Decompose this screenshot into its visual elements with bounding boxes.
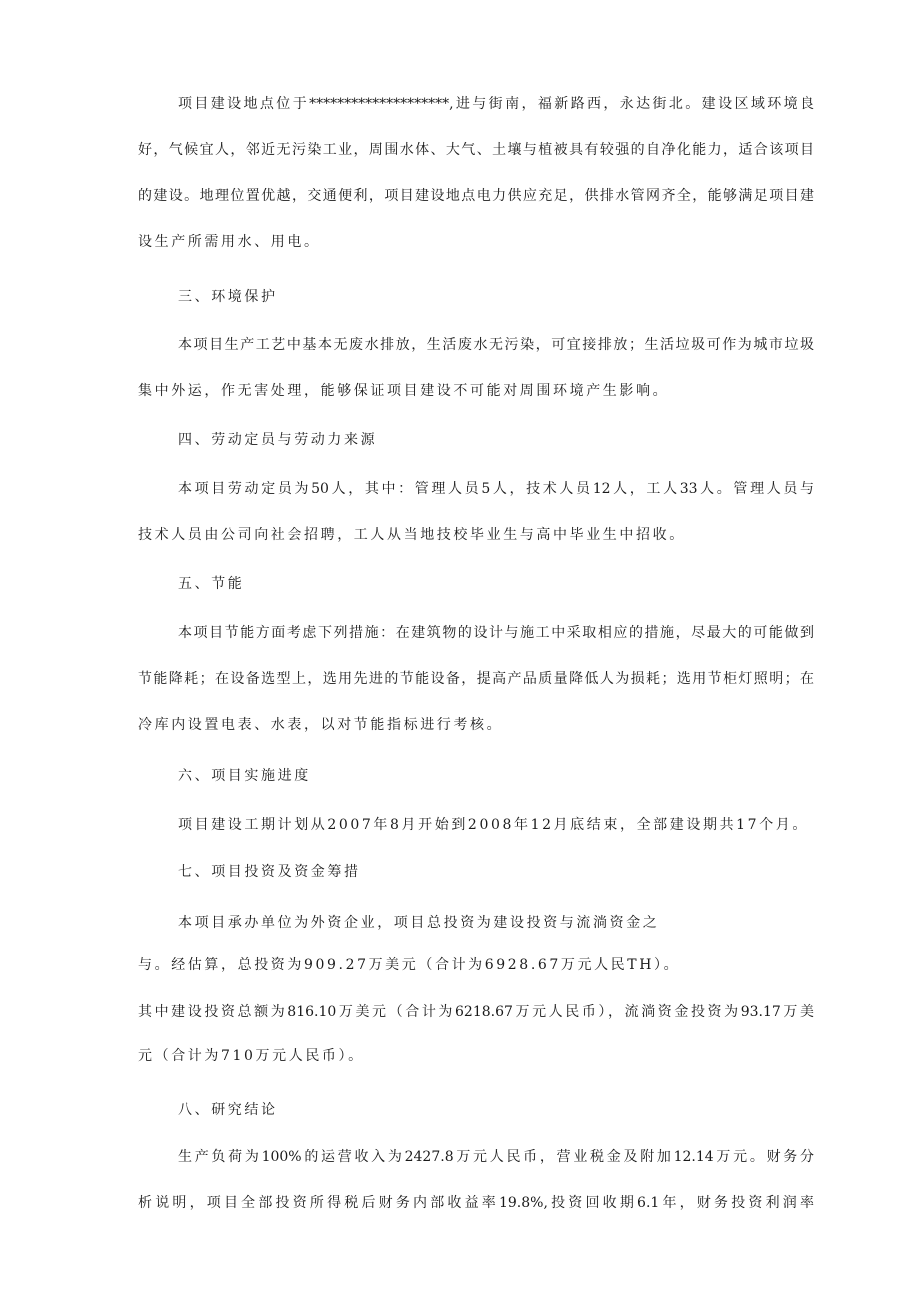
paragraph-line: 本项目生产工艺中基本无废水排放，生活废水无污染，可宜接排放；生活垃圾可作为城市垃圾 (178, 337, 814, 353)
paragraph-line: 其中建设投资总额为816.10万美元（合计为6218.67万元人民币），流淌资金投资为93.17万美 (138, 1004, 814, 1020)
paragraph-line: 本项目节能方面考虑下列措施：在建筑物的设计与施工中采取相应的措施，尽最大的可能做到 (178, 625, 814, 641)
paragraph-line: 项目建设工期计划从2007年8月开始到2008年12月底结束，全部建设期共17个月。 (178, 817, 809, 833)
paragraph-line: 本项目劳动定员为50人，其中：管理人员5人，技术人员12人，工人33人。管理人员与 (178, 481, 814, 497)
section-heading-schedule: 六、项目实施进度 (178, 768, 311, 784)
paragraph-line: 与。经估算，总投资为909.27万美元（合计为6928.67万元人民TH）。 (138, 957, 681, 973)
paragraph-line: 冷库内设置电表、水表，以对节能指标进行考核。 (138, 717, 504, 733)
paragraph-line: 的建设。地理位置优越，交通便利，项目建设地点电力供应充足，供排水管网齐全，能够满足项目建 (138, 188, 814, 204)
paragraph-line: 生产负荷为100%的运营收入为2427.8万元人民币，营业税金及附加12.14万元。财务分 (178, 1149, 814, 1165)
section-heading-environment: 三、环境保护 (178, 289, 278, 305)
paragraph-line: 本项目承办单位为外资企业，项目总投资为建设投资与流淌资金之 (178, 915, 660, 931)
paragraph-line: 析说明，项目全部投资所得税后财务内部收益率19.8%,投资回收期6.1年，财务投资利润率 (138, 1195, 814, 1211)
paragraph-line: 项目建设地点位于********************,进与街南，福新路西，永达街北。建设区域环境良 (178, 96, 814, 112)
section-heading-conclusion: 八、研究结论 (178, 1102, 278, 1118)
paragraph-line: 好，气候宜人，邻近无污染工业，周围水体、大气、土壤与植被具有较强的自净化能力，适合该项目 (138, 142, 814, 158)
paragraph-line: 元（合计为710万元人民币）。 (138, 1048, 365, 1064)
paragraph-line: 技术人员由公司向社会招聘，工人从当地技校毕业生与高中毕业生中招收。 (138, 527, 686, 543)
paragraph-line: 集中外运，作无害处理，能够保证项目建设不可能对周围环境产生影响。 (138, 383, 670, 399)
section-heading-investment: 七、项目投资及资金筹措 (178, 864, 361, 880)
section-heading-labor: 四、劳动定员与劳动力来源 (178, 432, 378, 448)
section-heading-energy: 五、节能 (178, 576, 245, 592)
paragraph-line: 节能降耗；在设备选型上，选用先进的节能设备，提高产品质量降低人为损耗；选用节柜灯照明；在 (138, 671, 814, 687)
paragraph-line: 设生产所需用水、用电。 (138, 234, 321, 250)
